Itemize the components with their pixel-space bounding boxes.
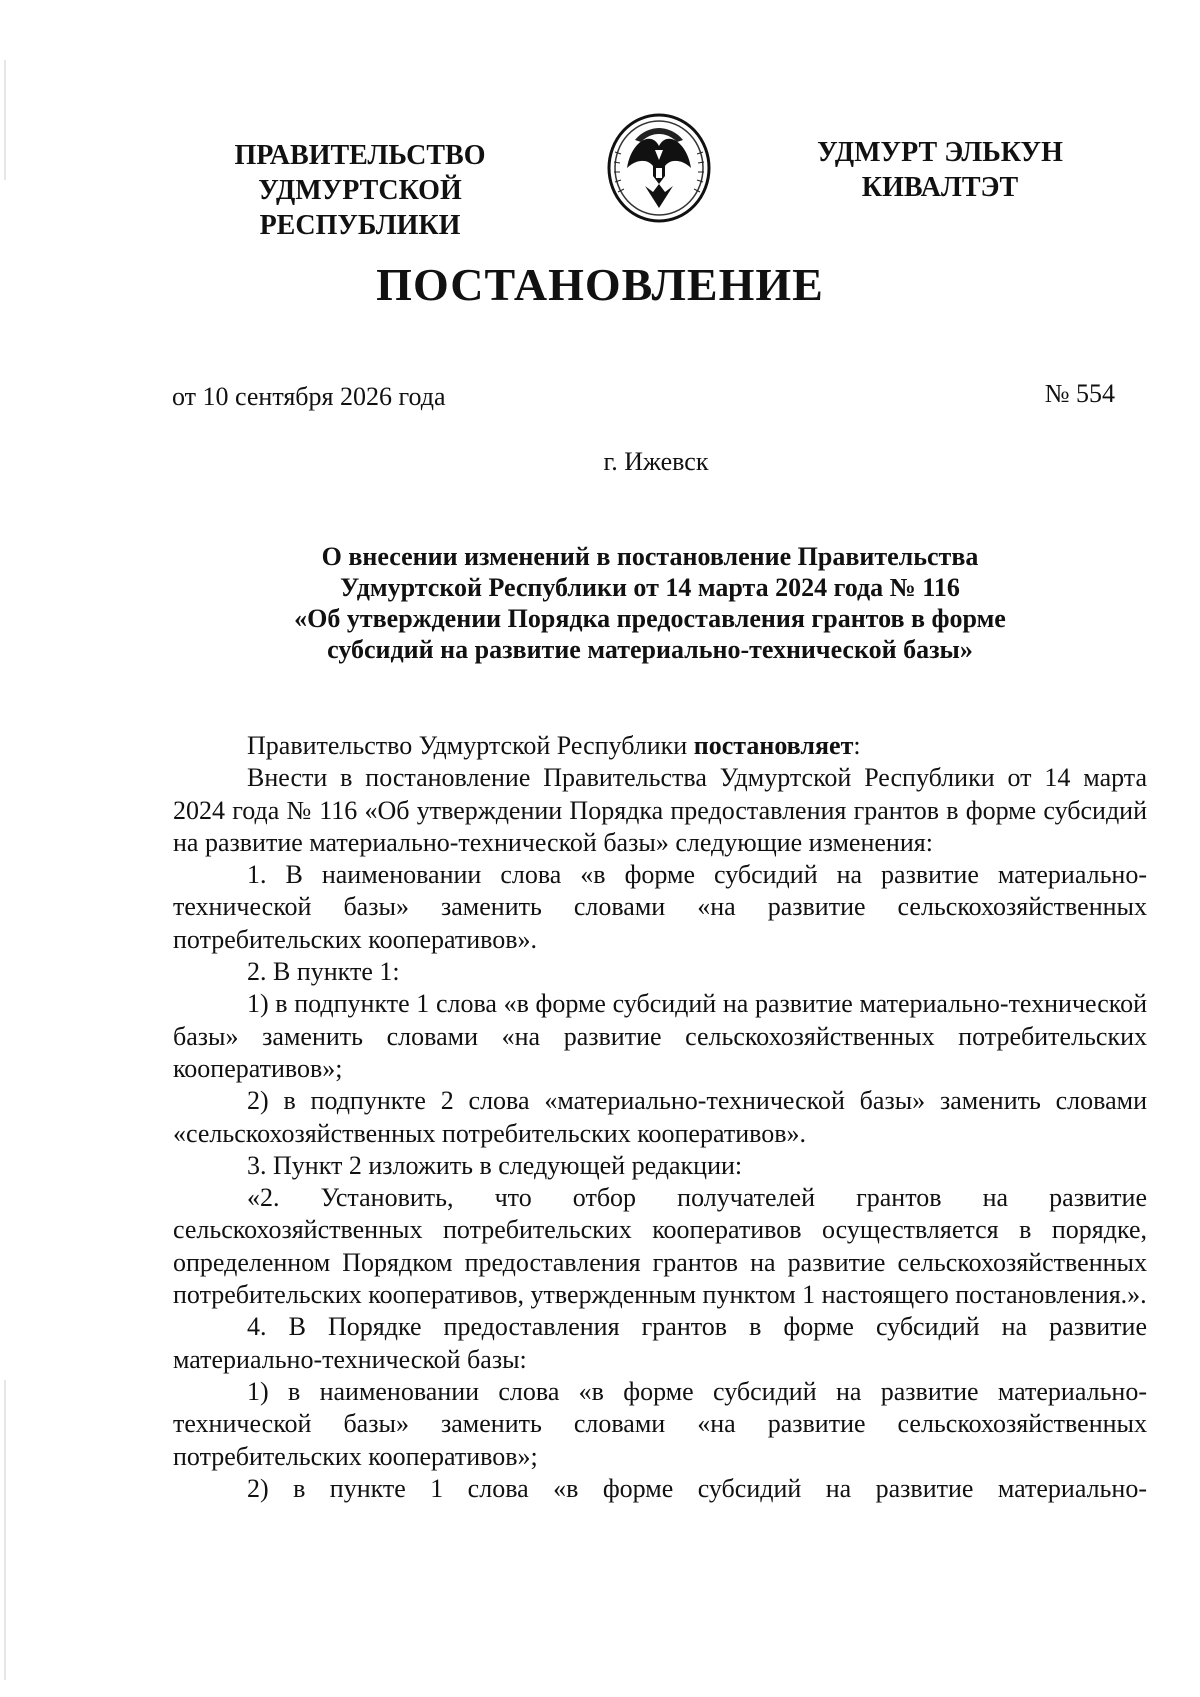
- body-paragraph: 1. В наименовании слова «в форме субсидий на развитие материально-технической базы» заменить словами «на развитие сельскохозяйственных потребительских кооперативов».: [173, 860, 1147, 954]
- body-paragraph: Внести в постановление Правительства Удмуртской Республики от 14 марта 2024 года № 116 «Об утверждении Порядка предоставления грантов в форме субсидий на развитие материально-технической базы» следующие изменения:: [173, 763, 1147, 857]
- body-paragraph: «2. Установить, что отбор получателей грантов на развитие сельскохозяйственных потребительских кооперативов осуществляется в порядке, определенном Порядком предоставления грантов на развитие сельскохозяйственных потребительских кооперативов, утвержденным пунктом 1 настоящего постановления.».: [173, 1183, 1147, 1310]
- document-type: ПОСТАНОВЛЕНИЕ: [376, 259, 824, 310]
- header-left: [160, 138, 560, 243]
- body-paragraph: 3. Пункт 2 изложить в следующей редакции:: [247, 1150, 743, 1180]
- body-paragraph: 2) в подпункте 2 слова «материально-технической базы» заменить словами «сельскохозяйственных потребительских кооперативов».: [173, 1086, 1147, 1148]
- header-right: [808, 135, 1072, 205]
- scan-edge-mark: [4, 60, 6, 180]
- title-line: субсидий на развитие материально-технической базы»: [327, 635, 973, 664]
- document-number: № 554: [1044, 379, 1115, 408]
- body-paragraph: 1) в подпункте 1 слова «в форме субсидий на развитие материально-технической базы» заменить словами «на развитие сельскохозяйственных потребительских кооперативов»;: [173, 989, 1147, 1083]
- intro-colon: :: [853, 731, 861, 760]
- header-left-line1: ПРАВИТЕЛЬСТВО: [234, 140, 486, 171]
- intro-paragraph: [173, 730, 1147, 762]
- coat-of-arms-icon: [605, 112, 713, 224]
- body-paragraph: 2. В пункте 1:: [247, 957, 400, 987]
- intro-bold: постановляет: [693, 731, 854, 760]
- document-date: от 10 сентября 2026 года: [172, 382, 446, 411]
- document-city: г. Ижевск: [603, 447, 709, 476]
- title-line: «Об утверждении Порядка предоставления грантов в форме: [294, 604, 1006, 633]
- title-line: О внесении изменений в постановление Правительства: [321, 542, 979, 571]
- body-paragraph: 1) в наименовании слова «в форме субсидий на развитие материально-технической базы» заменить словами «на развитие сельскохозяйственных потребительских кооперативов»;: [173, 1376, 1147, 1471]
- header-left-line2: УДМУРТСКОЙ РЕСПУБЛИКИ: [258, 175, 462, 241]
- document-title: [200, 541, 1100, 665]
- title-line: Удмуртской Республики от 14 марта 2024 года № 116: [340, 573, 960, 602]
- body-paragraph: 4. В Порядке предоставления грантов в форме субсидий на развитие материально-технической базы:: [173, 1312, 1147, 1374]
- header-right-line1: УДМУРТ ЭЛЬКУН: [817, 137, 1063, 168]
- header-right-line2: КИВАЛТЭТ: [861, 172, 1019, 203]
- intro-text: Правительство Удмуртской Республики: [247, 731, 694, 760]
- body-paragraph: 2) в пункте 1 слова «в форме субсидий на развитие материально-: [247, 1473, 1147, 1503]
- scan-edge-mark: [4, 1380, 6, 1680]
- document-body: [173, 730, 1147, 1505]
